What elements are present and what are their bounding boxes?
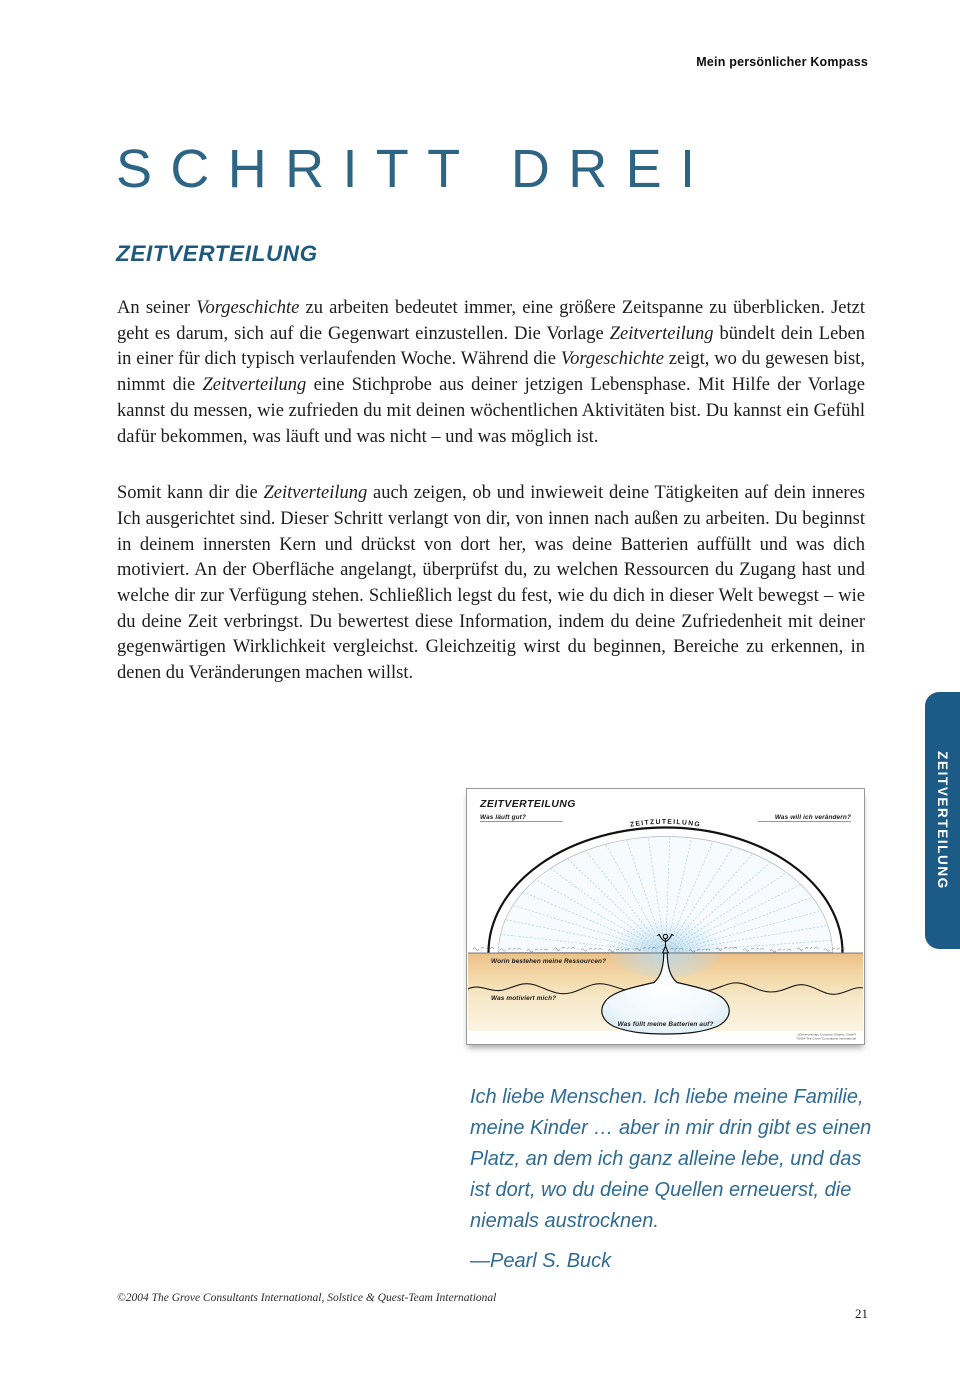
page-number: 21 (855, 1306, 868, 1321)
section-heading: ZEITVERTEILUNG (116, 241, 318, 266)
question-motivation: Was motiviert mich? (491, 995, 557, 1002)
quote-line: Platz, an dem ich ganz alleine lebe, und das (470, 1148, 862, 1170)
quote-line: niemals austrocknen. (470, 1210, 659, 1232)
worksheet-figure (466, 788, 865, 1045)
question-resources: Worin bestehen meine Ressourcen? (491, 958, 607, 965)
quote-line: Ich liebe Menschen. Ich liebe meine Familie, (470, 1086, 864, 1108)
paragraph-1: An seiner Vorgeschichte zu arbeiten bedeutet immer, eine größere Zeitspanne zu überblicken. Jetzt geht es darum, sich auf die Gegenwart einzustellen. Die Vorlage Zeitverteilung bündelt dein Leben in einer für dich typisch verlaufenden Woche. Während die Vorgeschichte zeigt, wo du gewesen bist, nimmt die Zeitverteilung eine Stichprobe aus deiner jetzigen Lebensphase. Mit Hilfe der Vorlage kannst du messen, wie zufrieden du mit deinen wöchentlichen Aktivitäten bist. Du kannst ein Gefühl dafür bekommen, was läuft und was nicht – und was möglich ist. (117, 298, 865, 447)
question-top-left: Was läuft gut? (480, 814, 527, 821)
copyright-footer: ©2004 The Grove Consultants International, Solstice & Quest-Team International (117, 1292, 497, 1304)
worksheet-title: ZEITVERTEILUNG (480, 798, 576, 810)
worksheet-credit-2: ©2004 The Grove Consultants International (796, 1036, 856, 1041)
section-tab (925, 692, 960, 949)
question-battery: Was füllt meine Batterien auf? (617, 1021, 714, 1028)
quote-line: ist dort, wo du deine Quellen erneuerst, die (470, 1179, 852, 1201)
question-top-right: Was will ich verändern? (774, 814, 851, 821)
section-tab-label: ZEITVERTEILUNG (935, 751, 950, 890)
running-header: Mein persönlicher Kompass (696, 55, 868, 69)
arc-label: ZEITZUTEILUNG (629, 818, 702, 829)
page-title: SCHRITT DREI (116, 139, 714, 199)
quote-attribution: —Pearl S. Buck (470, 1250, 612, 1272)
scribble-mark (473, 947, 494, 950)
paragraph-2: Somit kann dir die Zeitverteilung auch zeigen, ob und inwieweit deine Tätigkeiten auf dein inneres Ich ausgerichtet sind. Dieser Schritt verlangt von dir, von innen nach außen zu arbeiten. Du beginnst in deinem innersten Kern und drückst von dort her, was deine Batterien auffüllt und was dich motiviert. An der Oberfläche angelangt, überprüfst du, zu welchen Ressourcen du Zugang hast und welche dir zur Verfügung stehen. Schließlich legst du fest, wie du dich in dieser Welt bewegst – wie du deine Zeit verbringst. Du bewertest diese Information, indem du deine Zufriedenheit mit deiner gegenwärtigen Wirklichkeit vergleichst. Gleichzeitig wirst du beginnen, Bereiche zu erkennen, in denen du Veränderungen machen willst. (117, 483, 866, 684)
worksheet-diagram (467, 789, 864, 1044)
body-text (117, 296, 865, 718)
quote-line: meine Kinder … aber in mir drin gibt es einen (470, 1117, 872, 1139)
worksheet-credit-1: «Zeitverteilung» Compass Graphic Guide® (796, 1032, 856, 1037)
quote-block (470, 1082, 880, 1277)
